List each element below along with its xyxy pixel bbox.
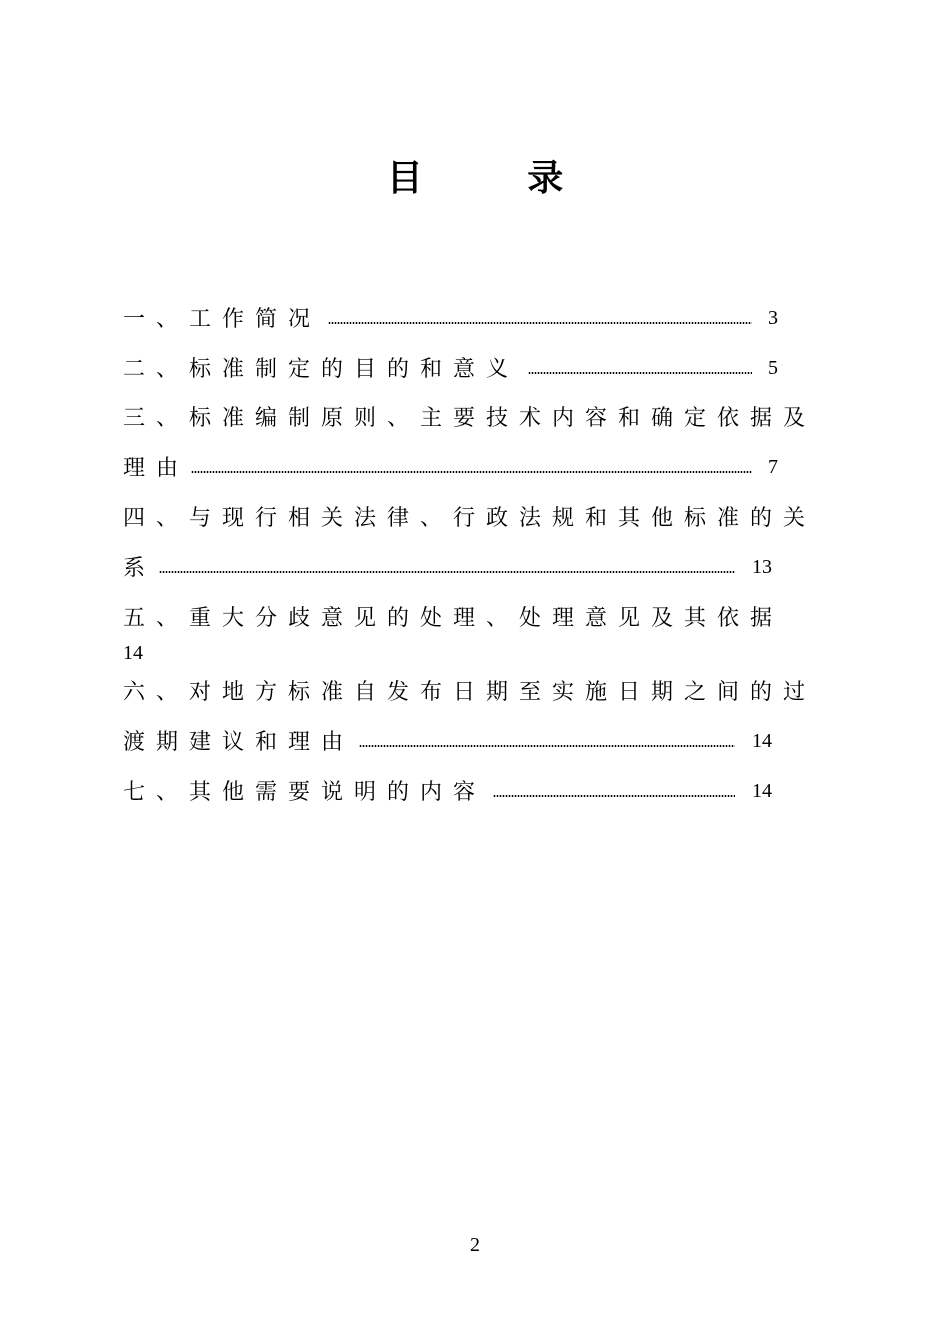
toc-entry-7-page[interactable]: 14 [752, 780, 772, 802]
toc-entry-4-page[interactable]: 13 [752, 556, 772, 578]
toc-entry-3-leader [191, 471, 752, 473]
page-title: 目 录 [386, 158, 610, 199]
toc-entry-7-leader [493, 795, 735, 797]
toc-entry-4-text-line2[interactable]: 系 [123, 555, 157, 581]
toc-entry-6-leader [359, 745, 735, 747]
toc-entry-1-page[interactable]: 3 [768, 307, 778, 329]
toc-entry-2-page[interactable]: 5 [768, 357, 778, 379]
toc-entry-4-text-line1[interactable]: 四、与现行相关法律、行政法规和其他标准的关 [123, 505, 817, 531]
toc-entry-5-text[interactable]: 五、重大分歧意见的处理、处理意见及其依据 [123, 605, 784, 631]
toc-entry-5-page[interactable]: 14 [123, 642, 143, 664]
toc-entry-1-leader [328, 322, 752, 324]
toc-entry-3-page[interactable]: 7 [768, 456, 778, 478]
toc-entry-1-text[interactable]: 一、工作简况 [123, 306, 322, 332]
toc-entry-2-leader [528, 372, 752, 374]
toc-entry-3-text-line1[interactable]: 三、标准编制原则、主要技术内容和确定依据及 [123, 405, 817, 431]
toc-entry-3-text-line2[interactable]: 理由 [123, 455, 190, 481]
toc-entry-2-text[interactable]: 二、标准制定的目的和意义 [123, 356, 520, 382]
toc-entry-6-text-line2[interactable]: 渡期建议和理由 [123, 729, 355, 755]
page-number: 2 [470, 1234, 480, 1256]
toc-entry-7-text[interactable]: 七、其他需要说明的内容 [123, 779, 487, 805]
toc-entry-6-page[interactable]: 14 [752, 730, 772, 752]
toc-entry-6-text-line1[interactable]: 六、对地方标准自发布日期至实施日期之间的过 [123, 679, 817, 705]
toc-entry-4-leader [159, 571, 735, 573]
